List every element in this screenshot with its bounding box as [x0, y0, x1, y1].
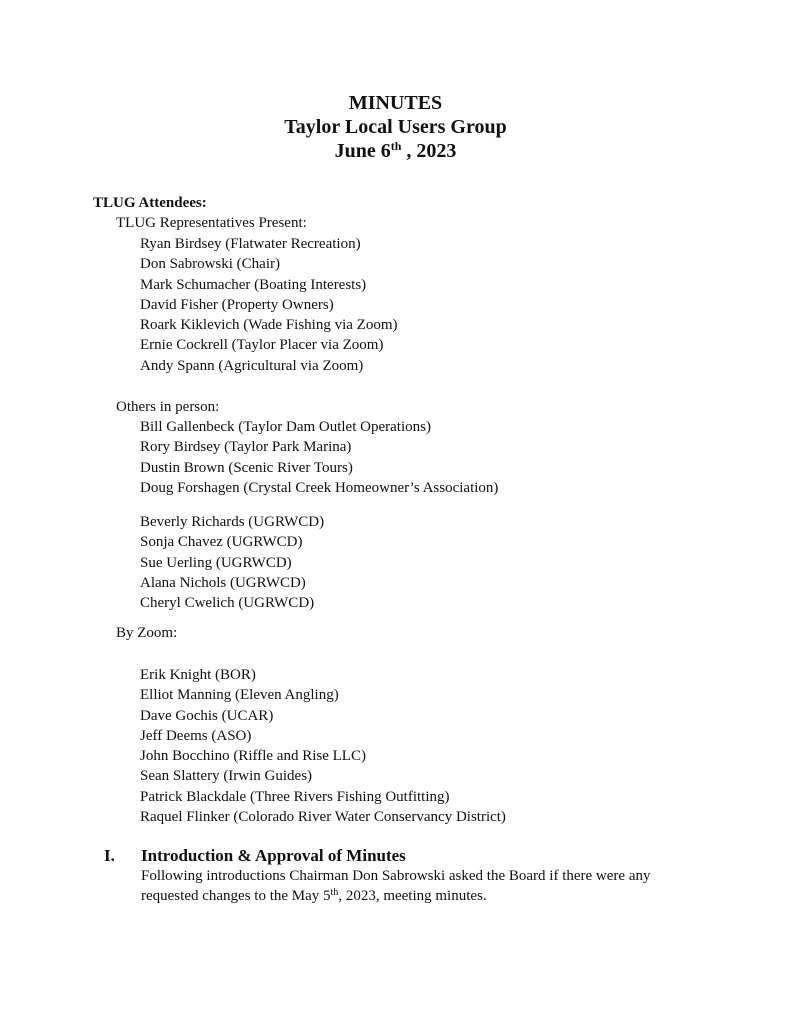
- attendee-entry: Jeff Deems (ASO): [140, 727, 252, 744]
- attendee-entry: Doug Forshagen (Crystal Creek Homeowner’s Association): [140, 479, 499, 496]
- attendees-heading: TLUG Attendees:: [93, 195, 207, 211]
- district-staff-list: [140, 512, 324, 613]
- meeting-date-year: , 2023: [401, 140, 457, 162]
- attendee-entry: Mark Schumacher (Boating Interests): [140, 276, 367, 293]
- section-numeral: I.: [104, 846, 115, 865]
- attendee-entry: Don Sabrowski (Chair): [140, 256, 280, 273]
- document-header: [0, 91, 791, 163]
- attendee-entry: Sonja Chavez (UGRWCD): [140, 534, 303, 551]
- zoom-attendees-list: [140, 665, 506, 827]
- attendee-entry: Rory Birdsey (Taylor Park Marina): [140, 439, 352, 456]
- meeting-date-main: June 6: [334, 140, 391, 162]
- section-title: Introduction & Approval of Minutes: [141, 846, 406, 865]
- attendee-entry: Bill Gallenbeck (Taylor Dam Outlet Operations): [140, 419, 431, 435]
- attendee-entry: Beverly Richards (UGRWCD): [140, 514, 325, 530]
- attendee-entry: David Fisher (Property Owners): [140, 296, 334, 313]
- organization-name: Taylor Local Users Group: [284, 116, 507, 138]
- paragraph-text-end: , 2023, meeting minutes.: [338, 888, 487, 904]
- attendee-entry: Raquel Flinker (Colorado River Water Conservancy District): [140, 809, 506, 826]
- others-in-person-list: [140, 417, 498, 498]
- attendee-entry: Patrick Blackdale (Three Rivers Fishing Outfitting): [140, 788, 450, 805]
- section-paragraph: [141, 866, 681, 906]
- attendee-entry: Ernie Cockrell (Taylor Placer via Zoom): [140, 337, 384, 354]
- attendee-entry: Dustin Brown (Scenic River Tours): [140, 459, 353, 476]
- meeting-date-ordinal: th: [390, 139, 402, 153]
- others-in-person-label: Others in person:: [116, 399, 220, 415]
- document-title: MINUTES: [348, 92, 443, 114]
- attendee-entry: Alana Nichols (UGRWCD): [140, 574, 306, 591]
- by-zoom-label: By Zoom:: [116, 625, 178, 641]
- paragraph-ordinal: th: [330, 887, 339, 898]
- paragraph-text: Following introductions Chairman Don Sabrowski asked the Board if there were any requested changes to the May 5: [141, 868, 651, 904]
- meeting-date: [0, 139, 791, 163]
- attendee-entry: Elliot Manning (Eleven Angling): [140, 687, 339, 704]
- attendee-entry: Cheryl Cwelich (UGRWCD): [140, 595, 315, 612]
- attendee-entry: Sean Slattery (Irwin Guides): [140, 768, 313, 785]
- attendee-entry: Roark Kiklevich (Wade Fishing via Zoom): [140, 317, 398, 334]
- attendee-entry: Dave Gochis (UCAR): [140, 707, 274, 724]
- attendee-entry: Andy Spann (Agricultural via Zoom): [140, 357, 364, 374]
- attendee-entry: John Bocchino (Riffle and Rise LLC): [140, 748, 366, 765]
- representatives-label: TLUG Representatives Present:: [116, 215, 307, 231]
- representatives-list: [140, 234, 398, 376]
- attendee-entry: Ryan Birdsey (Flatwater Recreation): [140, 236, 361, 252]
- attendee-entry: Sue Uerling (UGRWCD): [140, 554, 292, 571]
- attendee-entry: Erik Knight (BOR): [140, 667, 256, 683]
